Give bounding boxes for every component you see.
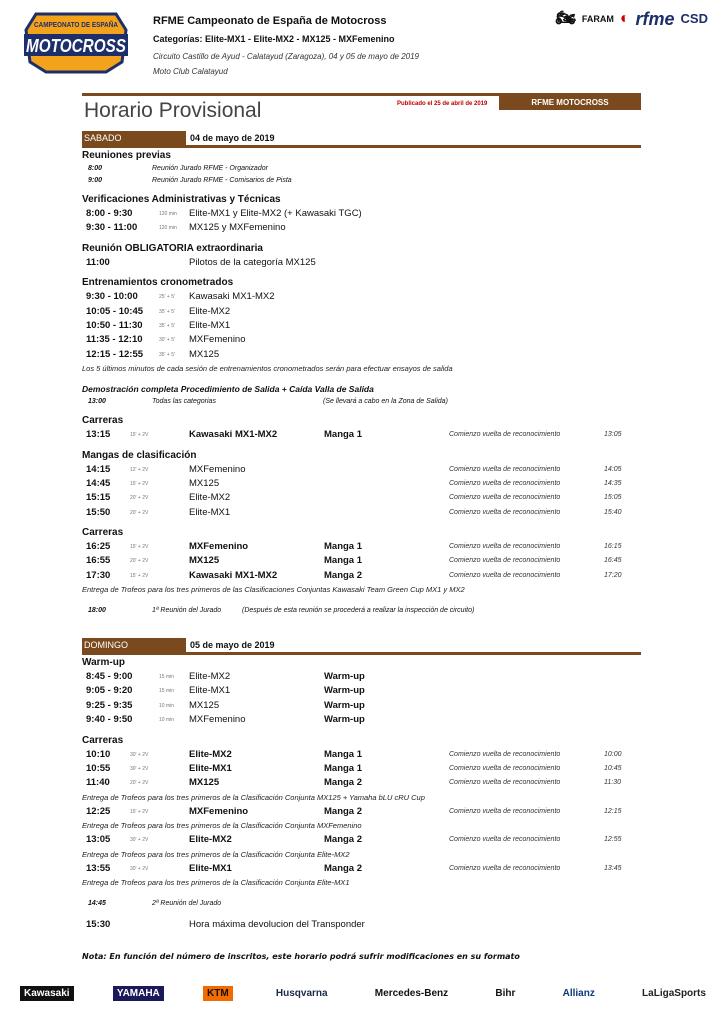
recon-lap-label: Comienzo vuelta de reconocimiento: [449, 465, 561, 473]
duration: 30' + 2V: [130, 751, 149, 758]
remark: (Se llevará a cabo en la Zona de Salida): [323, 398, 448, 406]
recon-lap-time: 14:05: [604, 465, 622, 473]
event-name: 2ª Reunión del Jurado: [152, 899, 222, 907]
section-heading: Carreras: [82, 734, 124, 746]
schedule-row: [82, 699, 642, 713]
time: 18:00: [88, 607, 106, 615]
heat: Manga 1: [324, 555, 363, 567]
event-name: MXFemenino: [189, 714, 246, 726]
time: 13:15: [86, 429, 111, 441]
event-name: Hora máxima devolucion del Transponder: [189, 918, 365, 930]
duration: 35' + 5': [159, 308, 175, 315]
heat: Warm-up: [324, 671, 365, 682]
schedule-row: [82, 898, 642, 910]
time: 9:30 - 11:00: [86, 222, 138, 234]
event-name: Elite-MX2: [189, 671, 231, 682]
event-name: Kawasaki MX1-MX2: [189, 569, 278, 581]
section-heading: Entrenamientos cronometrados: [82, 277, 234, 289]
schedule-row: [82, 762, 642, 776]
event-name: MX125: [189, 777, 220, 789]
partner-logo: CSD: [680, 11, 708, 26]
event-name: MXFemenino: [189, 463, 246, 475]
recon-lap-time: 17:20: [604, 571, 622, 579]
recon-lap-label: Comienzo vuelta de reconocimiento: [449, 479, 561, 487]
schedule-row: [82, 221, 642, 235]
recon-lap-time: 15:05: [604, 494, 622, 502]
schedule-row: [82, 569, 642, 583]
time: 17:30: [86, 569, 111, 581]
schedule-row: [82, 319, 642, 333]
schedule-row: [82, 477, 642, 491]
schedule-row: [82, 554, 642, 568]
section-heading: Demostración completa Procedimiento de Salida + Caída Valla de Salida: [82, 384, 374, 395]
duration: 15' + 2V: [130, 808, 149, 815]
svg-text:CAMPEONATO DE ESPAÑA: CAMPEONATO DE ESPAÑA: [34, 22, 127, 29]
event-name: MX125: [189, 348, 220, 360]
duration: 25' + 5': [159, 294, 175, 301]
section-heading: Warm-up: [82, 657, 125, 668]
schedule-row: [82, 605, 642, 617]
time: 14:45: [88, 899, 106, 907]
schedule-row: [82, 290, 642, 304]
sponsor-logo: KTM: [203, 986, 233, 1001]
schedule-row: [82, 491, 642, 505]
event-name: Pilotos de la categoría MX125: [189, 256, 316, 268]
event-name: Todas las categorias: [152, 398, 216, 406]
duration: 15' + 2V: [130, 480, 149, 487]
recon-lap-label: Comienzo vuelta de reconocimiento: [449, 779, 561, 787]
partner-logos: [448, 6, 708, 32]
page-title: Horario Provisional: [84, 99, 262, 122]
sponsor-logo: Bihr: [491, 986, 519, 1001]
schedule-row: [82, 256, 642, 270]
schedule-note: Entrega de Trofeos para los tres primeros de la Clasificación Conjunta MX125 + Yamaha bLU cRU Cup: [82, 792, 425, 802]
event-name: MXFemenino: [189, 541, 249, 553]
duration: 15' + 2V: [130, 432, 149, 439]
schedule-row: [82, 918, 642, 932]
duration: 30' + 5': [159, 337, 175, 344]
event-name: Reunión Jurado RFME - Organizador: [152, 165, 268, 172]
time: 15:50: [86, 506, 111, 518]
categories: Categorías: Elite-MX1 - Elite-MX2 - MX125 - MXFemenino: [153, 34, 395, 44]
recon-lap-label: Comienzo vuelta de reconocimiento: [449, 571, 561, 579]
time: 8:00: [88, 165, 103, 172]
time: 15:15: [86, 492, 111, 504]
duration: 30' + 2V: [130, 765, 149, 772]
partner-logo: FARAM: [581, 14, 614, 24]
schedule-row: [82, 305, 642, 319]
schedule-row: [82, 163, 642, 175]
recon-lap-label: Comienzo vuelta de reconocimiento: [449, 864, 561, 872]
partner-logo: rfme: [635, 9, 675, 29]
heat: Warm-up: [324, 699, 365, 711]
sponsor-logo: LaLigaSports: [638, 986, 710, 1001]
duration: 12' + 2V: [130, 466, 149, 473]
recon-lap-label: Comienzo vuelta de reconocimiento: [449, 807, 561, 815]
schedule-note: Entrega de Trofeos para los tres primeros de la Clasificación Conjunta Elite-MX2: [82, 849, 350, 859]
spacer: [82, 910, 642, 918]
heat: Manga 1: [324, 429, 363, 441]
schedule-row: [82, 684, 642, 698]
schedule-note: Entrega de Trofeos para los tres primeros de la Clasificación Conjunta MXFemenino: [82, 821, 362, 831]
duration: 15' + 2V: [130, 544, 149, 551]
duration: 120 min: [159, 225, 177, 232]
recon-lap-label: Comienzo vuelta de reconocimiento: [449, 494, 561, 502]
recon-lap-label: Comienzo vuelta de reconocimiento: [449, 508, 561, 516]
event-name: MX125: [189, 477, 220, 489]
recon-lap-time: 13:05: [604, 431, 622, 439]
recon-lap-time: 13:45: [604, 864, 622, 872]
sponsor-logos: [20, 986, 710, 1001]
spacer: [82, 597, 642, 605]
schedule-row: [82, 670, 642, 684]
sponsor-logo: Mercedes-Benz: [371, 986, 452, 1001]
sponsor-logo: Husqvarna: [272, 986, 332, 1001]
event-name: MX125 y MXFemenino: [189, 222, 286, 234]
time: 16:25: [86, 541, 111, 553]
schedule-row: [82, 207, 642, 221]
partner-logo: ◐: [619, 10, 630, 27]
schedule-row: [82, 540, 642, 554]
time: 11:35 - 12:10: [86, 334, 143, 346]
time: 8:45 - 9:00: [86, 671, 133, 682]
duration: 20' + 2V: [130, 558, 149, 565]
time: 10:50 - 11:30: [86, 319, 143, 331]
schedule-row: [82, 776, 642, 790]
recon-lap-time: 12:15: [604, 807, 622, 815]
sponsor-logo: Kawasaki: [20, 986, 74, 1001]
time: 9:30 - 10:00: [86, 291, 138, 303]
recon-lap-time: 10:00: [604, 750, 622, 758]
heat: Warm-up: [324, 714, 365, 726]
event-name: MX125: [189, 555, 220, 567]
schedule-row: [82, 333, 642, 347]
heat: Manga 1: [324, 748, 363, 760]
schedule-row: [82, 428, 642, 442]
duration: 20' + 2V: [130, 495, 149, 502]
recon-lap-label: Comienzo vuelta de reconocimiento: [449, 836, 561, 844]
event-name: Elite-MX1 y Elite-MX2 (+ Kawasaki TGC): [189, 208, 362, 219]
event-name: Elite-MX1: [189, 319, 231, 331]
event-name: Elite-MX1: [189, 862, 232, 874]
duration: 15 min: [159, 688, 175, 695]
time: 14:15: [86, 463, 111, 475]
time: 9:25 - 9:35: [86, 699, 133, 711]
heat: Manga 2: [324, 777, 363, 789]
svg-text:MOTOCROSS: MOTOCROSS: [26, 36, 126, 56]
sunday-schedule: [82, 650, 642, 932]
time: 10:05 - 10:45: [86, 305, 144, 317]
duration: 30' + 2V: [130, 837, 149, 844]
recon-lap-time: 15:40: [604, 508, 622, 516]
event-name: Kawasaki MX1-MX2: [189, 291, 275, 303]
section-heading: Mangas de clasificación: [82, 449, 197, 461]
spacer: [82, 890, 642, 898]
schedule-row: [82, 463, 642, 477]
recon-lap-time: 10:45: [604, 764, 622, 772]
time: 11:00: [86, 256, 110, 268]
motocross-logo: [22, 12, 130, 74]
event-name: Kawasaki MX1-MX2: [189, 429, 278, 441]
schedule-row: [82, 396, 642, 408]
section-heading: Carreras: [82, 415, 124, 427]
day-name: DOMINGO: [82, 638, 186, 652]
saturday-schedule: [82, 143, 642, 617]
recon-lap-time: 12:55: [604, 836, 622, 844]
event-name: 1ª Reunión del Jurado: [152, 607, 222, 615]
event-name: Elite-MX1: [189, 762, 232, 774]
time: 13:05: [86, 834, 111, 846]
heat: Warm-up: [324, 685, 365, 697]
time: 9:05 - 9:20: [86, 685, 133, 697]
event-name: Elite-MX2: [189, 492, 231, 504]
time: 10:10: [86, 748, 111, 760]
duration: 30' + 2V: [130, 865, 149, 872]
schedule-row: [82, 348, 642, 362]
event-name: Elite-MX2: [189, 748, 232, 760]
schedule-row: [82, 748, 642, 762]
event-name: Reunión Jurado RFME - Comisarios de Pista: [152, 177, 292, 184]
heat: Manga 2: [324, 862, 363, 874]
heat: Manga 2: [324, 805, 363, 817]
schedule-note: Los 5 últimos minutos de cada sesión de entrenamientos cronometrados serán para efectuar ensayos de salida: [82, 364, 453, 374]
section-heading: Carreras: [82, 527, 124, 539]
time: 9:40 - 9:50: [86, 714, 133, 726]
heat: Manga 2: [324, 569, 363, 581]
schedule-row: [82, 833, 642, 847]
schedule-row: [82, 175, 642, 187]
recon-lap-label: Comienzo vuelta de reconocimiento: [449, 557, 561, 565]
event-name: MXFemenino: [189, 805, 249, 817]
schedule-note: Entrega de Trofeos para los tres primeros de las Clasificaciones Conjuntas Kawasaki Team Green Cup MX1 y MX2: [82, 585, 465, 595]
duration: 20' + 2V: [130, 509, 149, 516]
heat: Manga 1: [324, 762, 363, 774]
section-heading: Reunión OBLIGATORIA extraordinaria: [82, 242, 263, 254]
day-date: 05 de mayo de 2019: [190, 640, 275, 650]
recon-lap-label: Comienzo vuelta de reconocimiento: [449, 750, 561, 758]
time: 14:45: [86, 477, 111, 489]
event-name: MXFemenino: [189, 334, 246, 346]
recon-lap-label: Comienzo vuelta de reconocimiento: [449, 764, 561, 772]
time: 12:25: [86, 805, 111, 817]
schedule-row: [82, 805, 642, 819]
day-date: 04 de mayo de 2019: [190, 133, 275, 143]
organizer: Moto Club Calatayud: [153, 67, 228, 76]
duration: 35' + 5': [159, 351, 175, 358]
brand-label: RFME MOTOCROSS: [499, 95, 641, 110]
duration: 10 min: [159, 702, 175, 709]
duration: 15' + 2V: [130, 572, 149, 579]
event-name: MX125: [189, 699, 220, 711]
remark: (Después de esta reunión se procederá a realizar la inspección de circuito): [242, 607, 475, 615]
duration: 120 min: [159, 211, 177, 217]
schedule-note: Entrega de Trofeos para los tres primeros de la Clasificación Conjunta Elite-MX1: [82, 877, 350, 887]
time: 10:55: [86, 762, 111, 774]
duration: 15 min: [159, 674, 175, 680]
published-date: Publicado el 25 de abril de 2019: [397, 101, 488, 107]
schedule-row: [82, 713, 642, 727]
heat: Manga 2: [324, 834, 363, 846]
event-name: Elite-MX2: [189, 305, 231, 317]
recon-lap-label: Comienzo vuelta de reconocimiento: [449, 431, 561, 439]
recon-lap-time: 14:35: [604, 479, 622, 487]
event-name: Elite-MX1: [189, 685, 231, 697]
time: 11:40: [86, 777, 110, 789]
sponsor-logo: YAMAHA: [113, 986, 164, 1001]
venue: Circuito Castillo de Ayud - Calatayud (Zaragoza), 04 y 05 de mayo de 2019: [153, 52, 419, 61]
duration: 20' + 2V: [130, 780, 149, 787]
duration: 10 min: [159, 717, 175, 724]
recon-lap-label: Comienzo vuelta de reconocimiento: [449, 543, 561, 551]
schedule-row: [82, 862, 642, 876]
time: 15:30: [86, 918, 111, 930]
time: 8:00 - 9:30: [86, 208, 133, 219]
section-heading: Reuniones previas: [82, 150, 171, 161]
event-name: Elite-MX1: [189, 506, 231, 518]
footnote: Nota: En función del número de inscritos, este horario podrá sufrir modificaciones en su formato: [82, 952, 520, 961]
time: 13:00: [88, 398, 106, 406]
schedule-row: [82, 506, 642, 520]
day-name: SABADO: [82, 131, 186, 145]
heat: Manga 1: [324, 541, 363, 553]
time: 16:55: [86, 555, 111, 567]
time: 13:55: [86, 862, 111, 874]
duration: 35' + 5': [159, 322, 175, 329]
section-heading: Verificaciones Administrativas y Técnicas: [82, 194, 281, 205]
recon-lap-time: 16:15: [604, 543, 622, 551]
recon-lap-time: 16:45: [604, 557, 622, 565]
recon-lap-time: 11:30: [604, 779, 621, 787]
partner-logo: 🏍: [555, 10, 576, 27]
sponsor-logo: Allianz: [559, 986, 599, 1001]
championship-title: RFME Campeonato de España de Motocross: [153, 15, 387, 27]
time: 12:15 - 12:55: [86, 348, 144, 360]
event-name: Elite-MX2: [189, 834, 232, 846]
time: 9:00: [88, 177, 103, 184]
